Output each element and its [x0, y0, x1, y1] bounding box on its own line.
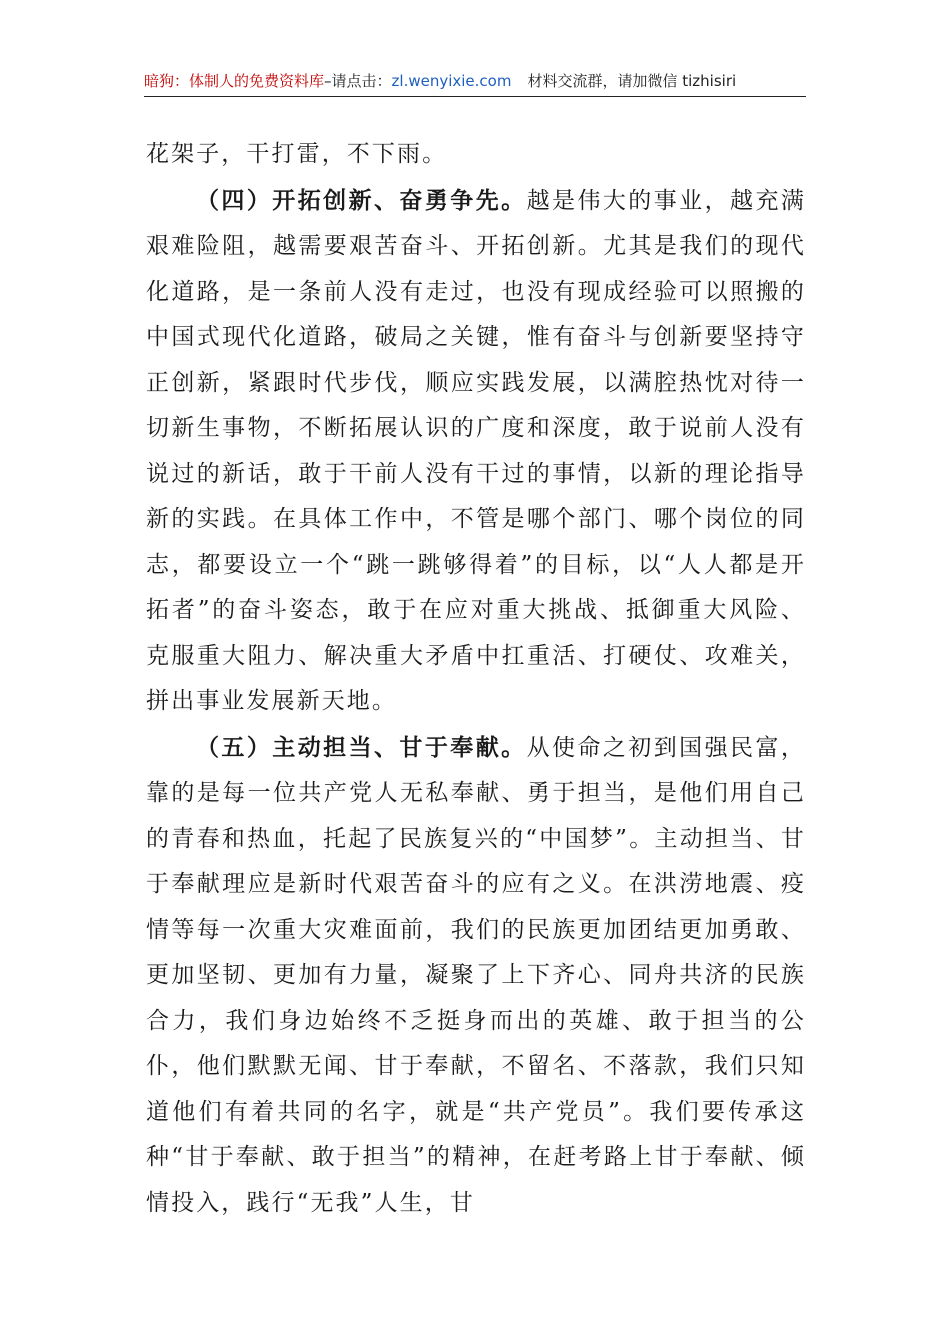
section-four-text: 越是伟大的事业，越充满艰难险阻，越需要艰苦奋斗、开拓创新。尤其是我们的现代化道路，是一条前人没有走过，也没有现成经验可以照搬的中国式现代化道路，破局之关键，惟有奋斗与创新要坚持守正创新，紧跟时代步伐，顺应实践发展，以满腔热忱对待一切新生事物，不断拓展认识的广度和深度，敢于说前人没有说过的新话，敢于干前人没有干过的事情，以新的理论指导新的实践。在具体工作中，不管是哪个部门、哪个岗位的同志，都要设立一个“跳一跳够得着”的目标，以“人人都是开拓者”的奋斗姿态，敢于在应对重大挑战、抵御重大风险、克服重大阻力、解决重大矛盾中扛重活、打硬仗、攻难关，拼出事业发展新天地。 — [146, 187, 806, 714]
site-url-link[interactable]: zl.wenyixie.com — [391, 72, 512, 90]
page-header — [144, 68, 806, 97]
section-five-heading: （五）主动担当、甘于奉献。 — [196, 733, 527, 761]
section-four-heading: （四）开拓创新、奋勇争先。 — [196, 186, 527, 214]
click-prompt: –请点击： — [324, 72, 392, 90]
paragraph-section-five — [146, 725, 806, 1227]
site-name[interactable]: 暗狗：体制人的免费资料库 — [144, 72, 325, 90]
paragraph-section-four — [146, 178, 806, 725]
document-body — [146, 132, 806, 1226]
section-five-text: 从使命之初到国强民富，靠的是每一位共产党人无私奉献、勇于担当，是他们用自己的青春和热血，托起了民族复兴的“中国梦”。主动担当、甘于奉献理应是新时代艰苦奋斗的应有之义。在洪涝地震、疫情等每一次重大灾难面前，我们的民族更加团结更加勇敢、更加坚韧、更加有力量，凝聚了上下齐心、同舟共济的民族合力，我们身边始终不乏挺身而出的英雄、敢于担当的公仆，他们默默无闻、甘于奉献，不留名、不落款，我们只知道他们有着共同的名字，就是“共产党员”。我们要传承这种“甘于奉献、敢于担当”的精神，在赶考路上甘于奉献、倾情投入，践行“无我”人生，甘 — [146, 734, 806, 1216]
wechat-note: 材料交流群，请加微信 tizhisiri — [527, 72, 737, 90]
paragraph-continuation: 花架子，干打雷，不下雨。 — [146, 141, 448, 167]
